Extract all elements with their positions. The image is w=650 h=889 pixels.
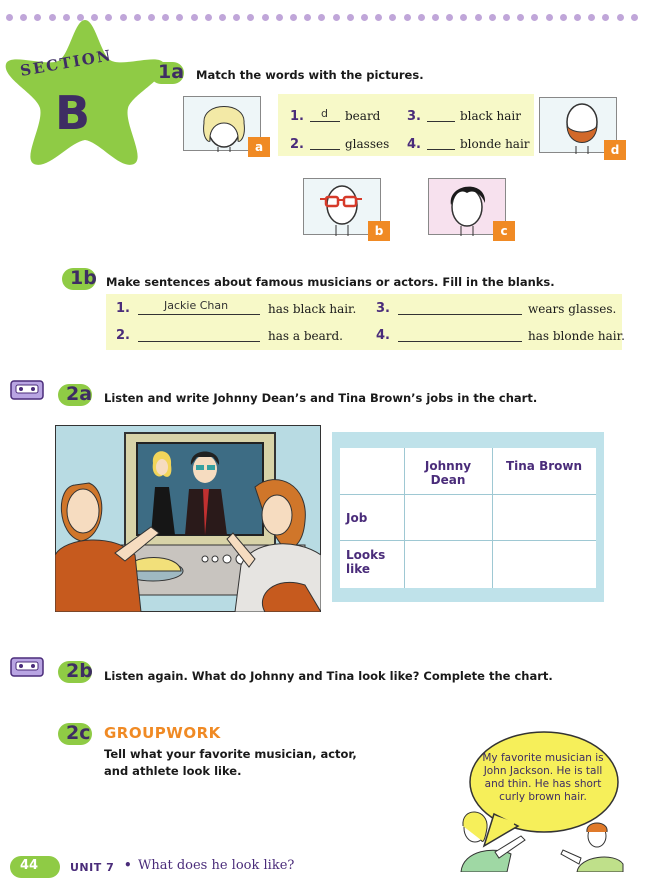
instruction-2a: Listen and write Johnny Dean’s and Tina Brown’s jobs in the chart. bbox=[104, 391, 538, 405]
answer-text: Jackie Chan bbox=[164, 299, 229, 312]
section-letter: B bbox=[55, 86, 91, 140]
border-dot bbox=[304, 14, 311, 21]
sentence-text: has a beard. bbox=[268, 329, 343, 343]
word-glasses: glasses bbox=[345, 137, 390, 151]
item-number: 2. bbox=[116, 328, 130, 343]
cassette-icon bbox=[10, 657, 44, 677]
page-number: 44 bbox=[20, 858, 39, 873]
answer-line bbox=[138, 341, 260, 342]
border-dot bbox=[361, 14, 368, 21]
border-dot bbox=[602, 14, 609, 21]
footer-bullet: • bbox=[124, 858, 132, 872]
border-dot bbox=[617, 14, 624, 21]
chart-col-line bbox=[492, 448, 493, 588]
item-number: 1. bbox=[116, 301, 130, 316]
sentence-text: wears glasses. bbox=[528, 302, 617, 316]
chart-header-johnny: Johnny Dean bbox=[424, 459, 472, 487]
word-beard: beard bbox=[345, 109, 381, 123]
border-dot bbox=[389, 14, 396, 21]
border-dot bbox=[333, 14, 340, 21]
border-dot bbox=[517, 14, 524, 21]
word-black-hair: black hair bbox=[460, 109, 521, 123]
sentence-text: has black hair. bbox=[268, 302, 357, 316]
border-dot bbox=[574, 14, 581, 21]
chart-col-line bbox=[404, 448, 405, 588]
picture-c bbox=[428, 178, 508, 238]
border-dot bbox=[432, 14, 439, 21]
picture-letter-a: a bbox=[248, 137, 270, 157]
exercise-badge-2c: 2c bbox=[58, 723, 92, 745]
answer-line bbox=[310, 121, 340, 122]
answer-line bbox=[427, 149, 455, 150]
border-dot bbox=[475, 14, 482, 21]
exercise-badge-2b: 2b bbox=[58, 661, 92, 683]
speech-bubble-text: My favorite musician is John Jackson. He is tall and thin. He has short curly brown hair. bbox=[482, 752, 604, 803]
footer-title: What does he look like? bbox=[138, 858, 295, 873]
cassette-icon bbox=[10, 380, 44, 400]
chart-row-line bbox=[340, 494, 596, 495]
border-dot bbox=[375, 14, 382, 21]
border-dot bbox=[347, 14, 354, 21]
border-dot bbox=[276, 14, 283, 21]
instruction-2b: Listen again. What do Johnny and Tina look like? Complete the chart. bbox=[104, 669, 553, 683]
border-dot bbox=[205, 14, 212, 21]
item-number: 3. bbox=[376, 301, 390, 316]
students-illustration bbox=[455, 806, 625, 872]
chart-row-job: Job bbox=[346, 511, 368, 525]
border-dot bbox=[531, 14, 538, 21]
border-dot bbox=[219, 14, 226, 21]
border-dot bbox=[318, 14, 325, 21]
border-dot bbox=[233, 14, 240, 21]
exercise-badge-1b: 1b bbox=[62, 268, 96, 290]
picture-letter-c: c bbox=[493, 221, 515, 241]
picture-letter-b: b bbox=[368, 221, 390, 241]
answer-line bbox=[398, 341, 522, 342]
answer-line bbox=[138, 314, 260, 315]
border-dot bbox=[176, 14, 183, 21]
border-dot bbox=[489, 14, 496, 21]
picture-letter-d: d bbox=[604, 140, 626, 160]
border-dot bbox=[503, 14, 510, 21]
border-dot bbox=[460, 14, 467, 21]
border-dot bbox=[560, 14, 567, 21]
footer-unit: UNIT 7 bbox=[70, 861, 115, 874]
instruction-2c-line2: and athlete look like. bbox=[104, 764, 242, 778]
chart-header-tina: Tina Brown bbox=[505, 459, 583, 473]
chart-row-line bbox=[340, 540, 596, 541]
border-dot bbox=[588, 14, 595, 21]
answer-text: d bbox=[321, 107, 328, 120]
border-dot bbox=[446, 14, 453, 21]
border-dot bbox=[191, 14, 198, 21]
border-dot bbox=[262, 14, 269, 21]
border-dot bbox=[546, 14, 553, 21]
sentence-text: has blonde hair. bbox=[528, 329, 625, 343]
answer-line bbox=[310, 149, 340, 150]
border-dot bbox=[404, 14, 411, 21]
word-blonde-hair: blonde hair bbox=[460, 137, 530, 151]
border-dot bbox=[631, 14, 638, 21]
groupwork-title: GROUPWORK bbox=[104, 724, 221, 742]
instruction-1b: Make sentences about famous musicians or actors. Fill in the blanks. bbox=[106, 275, 555, 289]
instruction-1a: Match the words with the pictures. bbox=[196, 68, 424, 82]
item-number: 1. bbox=[290, 109, 304, 124]
border-dot bbox=[290, 14, 297, 21]
picture-a bbox=[183, 96, 264, 154]
section-label: SECTION bbox=[18, 46, 114, 80]
item-number: 2. bbox=[290, 137, 304, 152]
exercise-badge-1a: 1a bbox=[150, 62, 184, 84]
tv-watching-illustration bbox=[55, 425, 321, 612]
item-number: 3. bbox=[407, 109, 421, 124]
item-number: 4. bbox=[407, 137, 421, 152]
picture-d bbox=[539, 97, 620, 157]
border-dot bbox=[247, 14, 254, 21]
exercise-badge-2a: 2a bbox=[58, 384, 92, 406]
answer-line bbox=[427, 121, 455, 122]
border-dot bbox=[418, 14, 425, 21]
instruction-2c-line1: Tell what your favorite musician, actor, bbox=[104, 747, 357, 761]
chart-row-looks: Looks like bbox=[346, 548, 386, 576]
picture-b bbox=[303, 178, 384, 238]
answer-line bbox=[398, 314, 522, 315]
item-number: 4. bbox=[376, 328, 390, 343]
